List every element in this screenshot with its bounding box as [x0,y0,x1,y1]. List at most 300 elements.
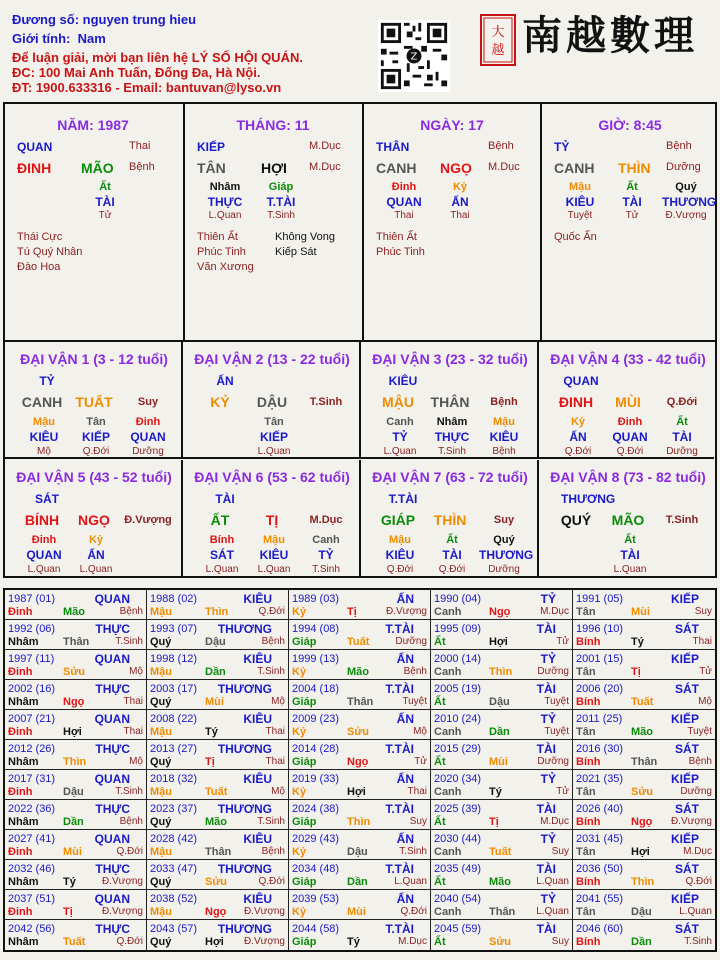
year-cell[interactable] [289,620,431,650]
year-cell[interactable] [573,830,715,860]
year-label: 2032 (46) [8,863,56,875]
hidden-stage: Thai [450,210,470,221]
year-branch: Ngọ [63,696,85,708]
luck-pillar-stem: KỶ [210,394,230,410]
year-branch: Tị [631,666,641,678]
hidden-stem: Nhâm [209,181,241,193]
address-line: ĐC: 100 Mai Anh Tuấn, Đống Đa, Hà Nội. [12,65,261,80]
year-cell[interactable] [573,800,715,830]
luck-pillar-stage: Đ.Vượng [124,514,172,526]
hidden-stem: Kỷ [570,416,586,428]
hidden-stage: L.Quan [27,564,61,575]
year-cell[interactable] [573,590,715,620]
year-stem: Nhâm [8,816,39,828]
year-stage: Thai [265,726,285,737]
luck-pillar-title: ĐẠI VẬN 5 (43 - 52 tuổi) [16,469,172,485]
subject-name-line [12,12,196,27]
year-stem: Mậu [150,906,172,918]
year-stem: Ất [434,756,446,768]
year-god: T.TÀI [385,922,414,936]
hidden-stage: L.Quan [205,564,239,575]
year-label: 2037 (51) [8,893,56,905]
pillar-god-0: TỶ [554,140,570,154]
year-branch: Tuất [489,846,512,858]
luck-pillar-title: ĐẠI VẬN 4 (33 - 42 tuổi) [550,351,706,367]
year-cell[interactable] [431,830,573,860]
qr-code-icon[interactable] [378,20,450,92]
hidden-god: TÀI [95,195,115,209]
gender-value: Nam [77,31,106,46]
year-stage: T.Sinh [399,846,427,857]
year-stage: Mộ [129,756,143,767]
year-stem: Ất [434,876,446,888]
hidden-stage: L.Quan [613,564,647,575]
hidden-stem: Mậu [569,181,591,193]
year-label: 2022 (36) [8,803,56,815]
hidden-stem: Tân [264,416,284,428]
pillar-god-0: THÂN [376,140,410,154]
year-cell[interactable] [5,800,147,830]
year-cell[interactable] [573,740,715,770]
hidden-god: KIẾP [259,430,288,444]
year-god: TỶ [540,892,556,906]
year-cell[interactable] [289,890,431,920]
year-label: 1992 (06) [8,623,56,635]
year-label: 2018 (32) [150,773,198,785]
luck-pillar-branch: DẬU [256,394,288,410]
year-cell[interactable] [431,710,573,740]
year-stem: Canh [434,786,462,798]
year-cell[interactable] [573,620,715,650]
year-god: TỶ [540,772,556,786]
year-stage: Tử [414,756,427,767]
hidden-stage: T.Sinh [267,210,295,221]
year-stem: Tân [576,786,596,798]
luck-pillar-5[interactable] [5,460,183,577]
annual-pillars-grid [3,588,717,952]
star-item: Phúc Tinh [197,246,246,258]
year-label: 2023 (37) [150,803,198,815]
hidden-god: KIÊU [489,430,519,444]
year-label: 2015 (29) [434,743,482,755]
luck-pillar-3[interactable] [361,342,539,459]
name-value: nguyen trung hieu [82,12,197,27]
luck-pillar-stem: ẤT [210,512,230,528]
year-cell[interactable] [431,650,573,680]
pillar-stem-branch-1: NGỌ [440,160,472,176]
year-god: KIẾP [670,712,699,726]
year-god: THƯƠNG [217,862,272,876]
year-cell[interactable] [289,800,431,830]
seal-char-2: 越 [491,43,505,58]
year-cell[interactable] [147,800,289,830]
year-cell[interactable] [573,710,715,740]
year-label: 2039 (53) [292,893,340,905]
year-cell[interactable] [289,590,431,620]
year-cell[interactable] [147,860,289,890]
year-cell[interactable] [5,710,147,740]
year-label: 2012 (26) [8,743,56,755]
hidden-stem: Ất [676,416,688,428]
year-cell[interactable] [573,890,715,920]
luck-pillar-title: ĐẠI VẬN 6 (53 - 62 tuổi) [194,469,350,485]
year-stem: Mậu [150,606,172,618]
year-stem: Kỷ [292,846,307,858]
year-branch: Tị [347,606,357,618]
year-label: 2001 (15) [576,653,624,665]
hidden-god: KIÊU [385,548,415,562]
year-branch: Mùi [347,906,366,918]
year-stem: Kỷ [292,726,307,738]
luck-pillar-god: TỶ [39,374,55,388]
year-cell[interactable] [147,650,289,680]
pillar-month [183,104,362,340]
year-stem: Quý [150,816,172,828]
year-god: ẤN [396,592,414,606]
year-stem: Bính [576,816,601,828]
luck-pillar-4[interactable] [539,342,714,459]
year-god: ẤN [396,712,414,726]
year-branch: Tý [205,726,218,738]
year-label: 1989 (03) [292,593,340,605]
pillar-stem-branch-2: M.Dục [488,161,520,173]
year-stage: L.Quan [394,876,427,887]
hidden-god: TÀI [620,548,640,562]
year-stem: Quý [150,876,172,888]
year-god: KIÊU [243,592,272,606]
year-stem: Mậu [150,666,172,678]
luck-pillar-8[interactable] [539,460,714,577]
year-cell[interactable] [289,650,431,680]
year-god: KIẾP [670,892,699,906]
year-stage: T.Sinh [257,666,285,677]
year-stage: Q.Đới [685,876,712,887]
star-item: Tú Quý Nhân [17,246,83,258]
year-cell[interactable] [431,920,573,950]
gender-label: Giới tính: [12,31,71,46]
year-cell[interactable] [147,620,289,650]
year-stem: Mậu [150,726,172,738]
year-stem: Tân [576,726,596,738]
luck-pillar-branch: MÙI [615,394,641,410]
year-branch: Ngọ [347,756,369,768]
year-cell[interactable] [431,740,573,770]
year-label: 2036 (50) [576,863,624,875]
year-branch: Thân [347,696,374,708]
year-stem: Bính [576,876,601,888]
year-branch: Ngọ [631,816,653,828]
hidden-stage: Q.Đới [438,564,466,575]
year-branch: Mão [63,606,85,618]
year-cell[interactable] [5,740,147,770]
hidden-god: THỰC [434,430,470,444]
hidden-stem: Đinh [617,416,643,428]
year-label: 2019 (33) [292,773,340,785]
hidden-god: THƯƠNG [479,548,534,562]
year-cell[interactable] [289,830,431,860]
year-cell[interactable] [431,680,573,710]
year-stage: Mộ [129,666,143,677]
year-branch: Tý [347,936,360,948]
year-stem: Quý [150,936,172,948]
year-stage: M.Dục [398,936,427,947]
year-cell[interactable] [5,860,147,890]
year-stage: Tử [556,786,569,797]
year-stage: Bệnh [403,666,427,677]
year-god: QUAN [94,832,130,846]
year-cell[interactable] [431,860,573,890]
year-stage: Suy [694,606,712,617]
year-god: TÀI [536,742,556,756]
hidden-stem: Kỷ [88,534,104,546]
hidden-stem: Mậu [263,534,285,546]
year-stage: Tuyệt [402,696,427,707]
hidden-stage: Dưỡng [132,446,164,457]
year-stage: Thai [407,786,427,797]
year-cell[interactable] [573,680,715,710]
year-label: 2028 (42) [150,833,198,845]
year-branch: Dậu [205,636,226,648]
year-cell[interactable] [147,740,289,770]
star-item: Kiếp Sát [275,246,317,258]
year-stem: Quý [150,756,172,768]
luck-pillar-stem: MẬU [382,394,414,410]
year-god: ẤN [396,892,414,906]
year-stage: T.Sinh [115,636,143,647]
year-stem: Canh [434,726,462,738]
pillar-title: NGÀY: 17 [420,117,484,133]
pillar-title: NĂM: 1987 [57,117,129,133]
year-god: THỰC [95,742,130,756]
year-god: KIẾP [670,592,699,606]
year-branch: Dần [489,726,510,738]
year-label: 2027 (41) [8,833,56,845]
year-branch: Mão [347,666,369,678]
hidden-stage: T.Sinh [438,446,466,457]
luck-pillar-branch: TUẤT [75,394,113,410]
year-label: 2024 (38) [292,803,340,815]
year-cell[interactable] [431,770,573,800]
year-cell[interactable] [289,710,431,740]
hidden-stage: Q.Đới [82,446,110,457]
star-item: Không Vong [275,231,335,243]
year-branch: Dậu [489,696,510,708]
year-cell[interactable] [573,650,715,680]
year-cell[interactable] [5,890,147,920]
year-stage: Q.Đới [116,936,143,947]
pillar-stem-branch-2: M.Dục [309,161,341,173]
year-god: THƯƠNG [217,682,272,696]
year-branch: Tuất [63,936,86,948]
year-stage: Bệnh [261,846,285,857]
year-stem: Ất [434,636,446,648]
year-cell[interactable] [147,890,289,920]
year-god: THỰC [95,682,130,696]
year-branch: Tị [63,906,73,918]
year-label: 1993 (07) [150,623,198,635]
year-stage: Suy [551,846,569,857]
luck-pillar-god: ẤN [216,374,234,388]
year-cell[interactable] [431,620,573,650]
hidden-stem: Ất [99,181,111,193]
year-stage: Tuyệt [544,696,569,707]
year-branch: Hợi [205,936,224,948]
year-cell[interactable] [147,680,289,710]
luck-pillar-branch: NGỌ [78,512,110,528]
year-cell[interactable] [5,620,147,650]
star-item: Văn Xương [197,261,254,273]
year-stem: Kỷ [292,906,307,918]
year-stage: Q.Đới [400,906,427,917]
year-branch: Sửu [347,726,370,738]
hidden-god: KIÊU [565,195,595,209]
year-branch: Tuất [205,786,228,798]
luck-pillar-stage: T.Sinh [309,396,343,408]
year-cell[interactable] [5,830,147,860]
luck-pillar-branch: MÃO [611,512,645,528]
year-label: 1991 (05) [576,593,624,605]
luck-pillar-god: T.TÀI [388,492,418,506]
year-branch: Tý [631,636,644,648]
hidden-god: QUAN [386,195,422,209]
year-branch: Hợi [631,846,650,858]
luck-pillar-title: ĐẠI VẬN 7 (63 - 72 tuổi) [372,469,528,485]
luck-pillar-stage: Suy [137,396,159,408]
year-stage: Đ.Vượng [385,606,427,617]
luck-pillar-7[interactable] [361,460,539,577]
year-stage: Q.Đới [258,876,285,887]
year-god: KIÊU [243,712,272,726]
chart-header [0,0,720,100]
year-cell[interactable] [5,920,147,950]
year-branch: Thân [205,846,232,858]
year-god: THƯƠNG [217,622,272,636]
year-cell[interactable] [431,590,573,620]
year-god: THƯƠNG [217,802,272,816]
pillar-god-2: Thai [129,140,151,152]
year-branch: Tuất [347,636,370,648]
hidden-god: TỶ [318,548,334,562]
pillar-title: THÁNG: 11 [236,117,310,133]
year-label: 2010 (24) [434,713,482,725]
year-stage: Đ.Vượng [243,936,285,947]
year-cell[interactable] [431,800,573,830]
year-cell[interactable] [5,680,147,710]
year-cell[interactable] [289,770,431,800]
hidden-god: T.TÀI [266,195,296,209]
year-god: QUAN [94,892,130,906]
year-branch: Thìn [631,876,655,888]
year-cell[interactable] [5,650,147,680]
phone-email-line[interactable]: ĐT: 1900.633316 - Email: bantuvan@lyso.vn [12,80,282,95]
luck-pillar-stem: ĐINH [558,394,594,410]
year-god: TÀI [536,922,556,936]
pillar-stem-branch-2: Dưỡng [666,161,701,173]
year-cell[interactable] [289,860,431,890]
year-stem: Quý [150,636,172,648]
year-god: T.TÀI [385,622,414,636]
year-label: 2004 (18) [292,683,340,695]
year-stage: Dưỡng [395,636,427,647]
hidden-stage: Đ.Vượng [665,210,707,221]
year-cell[interactable] [289,680,431,710]
year-label: 2035 (49) [434,863,482,875]
year-stage: L.Quan [679,906,712,917]
year-cell[interactable] [573,770,715,800]
year-cell[interactable] [289,920,431,950]
year-cell[interactable] [147,830,289,860]
hidden-god: THƯƠNG [662,195,717,209]
year-stem: Giáp [292,816,317,828]
year-cell[interactable] [5,590,147,620]
hidden-stem: Canh [312,534,340,546]
luck-pillar-6[interactable] [183,460,361,577]
year-god: THỰC [95,922,130,936]
year-stem: Giáp [292,936,317,948]
luck-pillar-title: ĐẠI VẬN 8 (73 - 82 tuổi) [550,469,706,485]
hidden-stem: Đinh [391,181,417,193]
luck-pillar-stage: Q.Đới [666,396,698,408]
year-cell[interactable] [573,860,715,890]
year-stem: Đinh [8,786,33,798]
year-branch: Dậu [631,906,652,918]
year-stage: Bệnh [119,606,143,617]
year-stage: Tuyệt [544,726,569,737]
year-branch: Mùi [631,606,650,618]
year-label: 2029 (43) [292,833,340,845]
year-stage: Thai [123,726,143,737]
year-cell[interactable] [147,770,289,800]
hidden-god: KIÊU [259,548,289,562]
year-branch: Tị [205,756,215,768]
year-label: 2011 (25) [576,713,623,725]
year-cell[interactable] [147,590,289,620]
year-branch: Hợi [347,786,366,798]
year-cell[interactable] [573,920,715,950]
year-cell[interactable] [289,740,431,770]
year-cell[interactable] [5,770,147,800]
year-branch: Ngọ [489,606,511,618]
year-label: 2042 (56) [8,923,56,935]
year-god: KIÊU [243,832,272,846]
year-stage: Thai [123,696,143,707]
luck-pillar-stem: CANH [21,394,63,410]
star-item: Đào Hoa [17,261,61,273]
year-stage: Bệnh [261,636,285,647]
year-god: KIÊU [243,652,272,666]
luck-pillar-2[interactable] [183,342,361,459]
year-label: 1996 (10) [576,623,624,635]
hidden-stage: Thai [394,210,414,221]
year-branch: Mùi [205,696,224,708]
year-god: TÀI [536,802,556,816]
year-label: 2005 (19) [434,683,482,695]
year-stage: Mộ [271,696,285,707]
hidden-stage: Tử [98,210,112,221]
luck-pillar-stem: BÍNH [24,512,60,528]
year-cell[interactable] [147,710,289,740]
luck-pillar-1[interactable] [5,342,183,459]
year-cell[interactable] [147,920,289,950]
hidden-stem: Ất [446,534,458,546]
year-stem: Kỷ [292,666,307,678]
year-label: 2025 (39) [434,803,482,815]
year-cell[interactable] [431,890,573,920]
year-god: SÁT [675,742,699,756]
year-branch: Thìn [347,816,371,828]
year-stem: Nhâm [8,696,39,708]
year-label: 2003 (17) [150,683,198,695]
